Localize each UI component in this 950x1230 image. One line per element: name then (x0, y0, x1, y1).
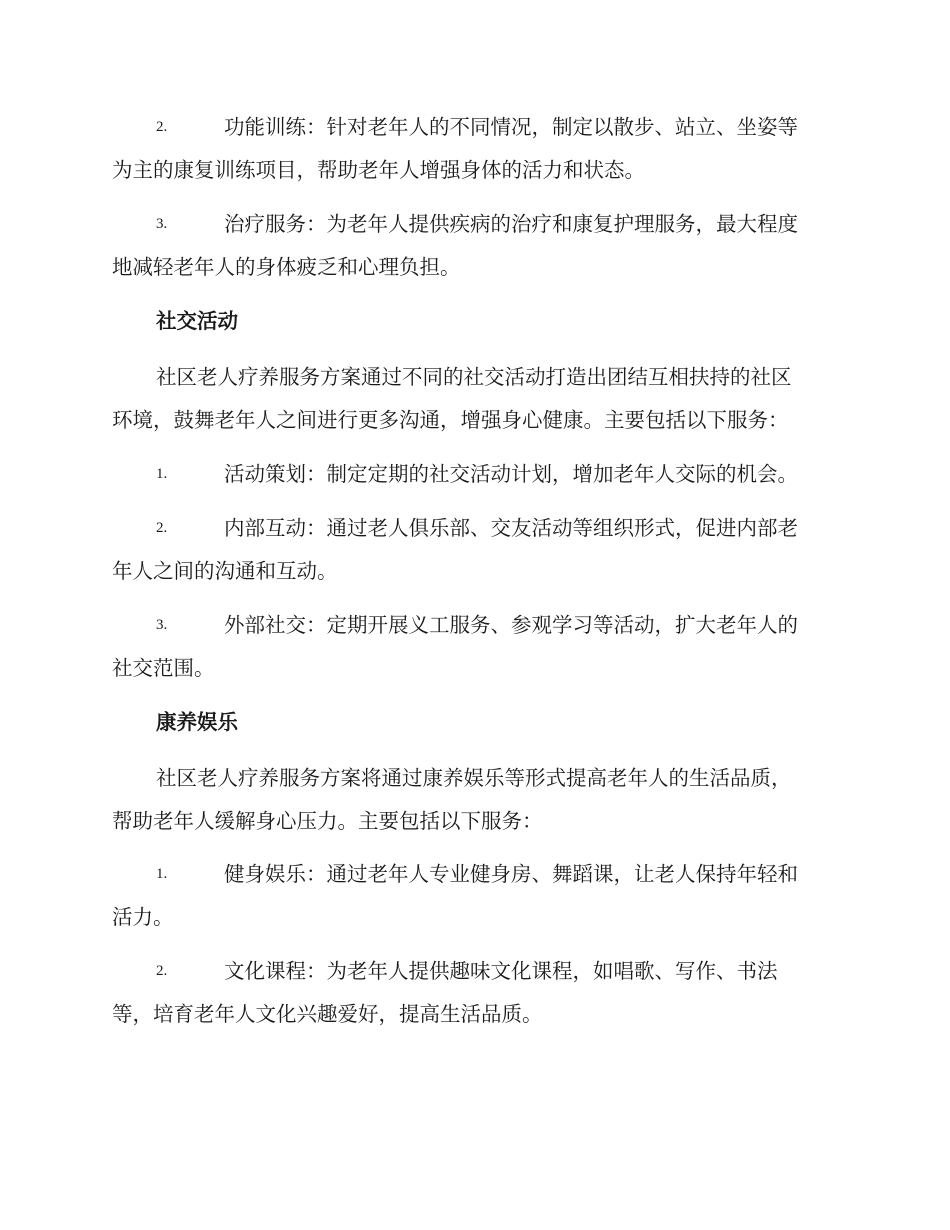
list-number: 3. (156, 617, 168, 633)
list-number: 1. (156, 466, 168, 482)
list-item-text: 文化课程：为老年人提供趣味文化课程，如唱歌、写作、书法 (224, 959, 778, 983)
list-number: 1. (156, 866, 168, 882)
list-item-text: 等，培育老年人文化兴趣爱好，提高生活品质。 (112, 1002, 543, 1026)
list-item-text: 年人之间的沟通和互动。 (112, 559, 338, 583)
list-item-text: 功能训练：针对老年人的不同情况，制定以散步、站立、坐姿等 (224, 115, 798, 139)
section-heading-text: 康养娱乐 (156, 710, 238, 734)
list-item-text: 内部互动：通过老人俱乐部、交友活动等组织形式，促进内部老 (224, 516, 798, 540)
list-item-text: 为主的康复训练项目，帮助老年人增强身体的活力和状态。 (112, 158, 645, 182)
section-heading-text: 社交活动 (156, 309, 238, 333)
list-item-text: 地减轻老年人的身体疲乏和心理负担。 (112, 255, 461, 279)
paragraph-text: 社区老人疗养服务方案通过不同的社交活动打造出团结互相扶持的社区 (156, 365, 792, 389)
list-item-text: 活力。 (112, 905, 174, 929)
list-item-text: 治疗服务：为老年人提供疾病的治疗和康复护理服务，最大程度 (224, 212, 798, 236)
list-item-text: 健身娱乐：通过老年人专业健身房、舞蹈课，让老人保持年轻和 (224, 862, 798, 886)
list-item-text: 活动策划：制定定期的社交活动计划，增加老年人交际的机会。 (224, 462, 798, 486)
list-number: 3. (156, 216, 168, 232)
list-number: 2. (156, 520, 168, 536)
paragraph-text: 帮助老年人缓解身心压力。主要包括以下服务： (112, 809, 543, 833)
list-number: 2. (156, 119, 168, 135)
list-item-text: 外部社交：定期开展义工服务、参观学习等活动，扩大老年人的 (224, 613, 798, 637)
paragraph-text: 环境，鼓舞老年人之间进行更多沟通，增强身心健康。主要包括以下服务： (112, 408, 789, 432)
list-item-text: 社交范围。 (112, 656, 215, 680)
paragraph-text: 社区老人疗养服务方案将通过康养娱乐等形式提高老年人的生活品质， (156, 766, 792, 790)
list-number: 2. (156, 963, 168, 979)
